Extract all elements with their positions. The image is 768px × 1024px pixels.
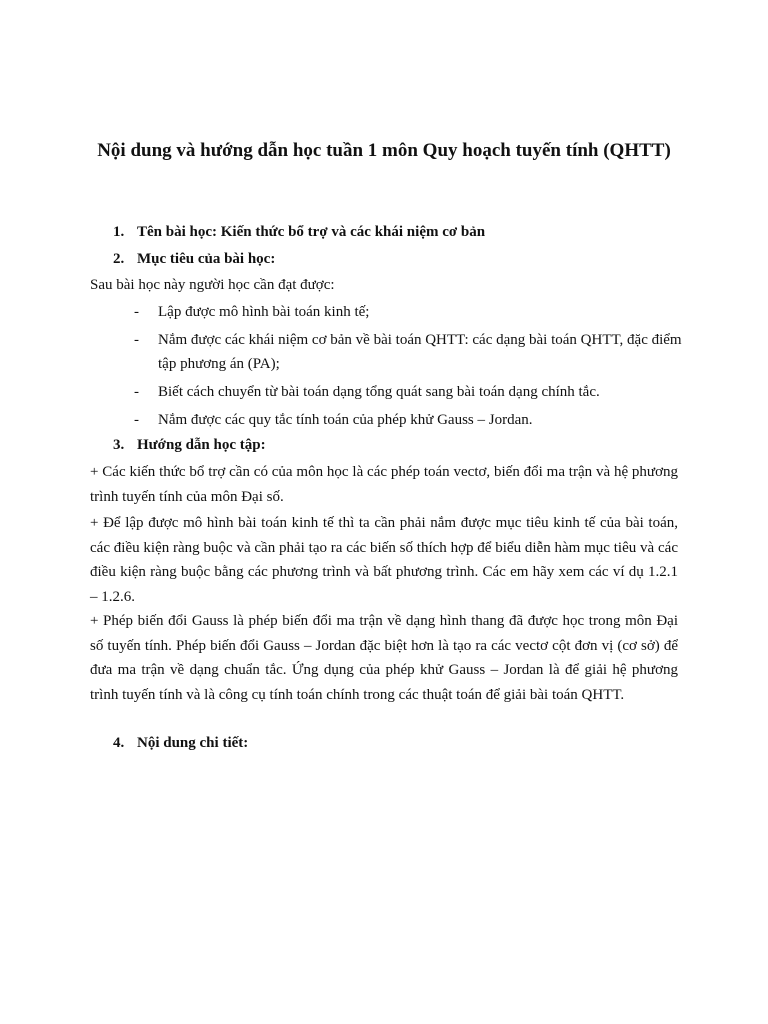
list-item-text: Nắm được các khái niệm cơ bản về bài toán QHTT: các dạng bài toán QHTT, đặc điểm tập phương án (PA); [158, 332, 682, 372]
guidance-paragraph-3: + Phép biến đổi Gauss là phép biến đổi ma trận về dạng hình thang đã được học trong môn Đại số tuyến tính. Phép biến đổi Gauss – Jordan đặc biệt hơn là tạo ra các vectơ cột đơn vị (cơ sở) để đưa ma trận về dạng chuẩn tắc. Ứng dụng của phép khử Gauss – Jordan là để giải hệ phương trình tuyến tính và là công cụ tính toán chính trong các thuật toán để giải bài toán QHTT. [90, 613, 678, 703]
bullet-dash: - [134, 304, 139, 320]
bullet-dash: - [134, 332, 139, 348]
bullet-dash: - [134, 412, 139, 428]
section-heading-text: Hướng dẫn học tập: [137, 437, 266, 453]
objectives-intro: Sau bài học này người học cần đạt được: [90, 277, 335, 293]
list-item [134, 300, 684, 324]
list-item-text: Lập được mô hình bài toán kinh tế; [158, 304, 370, 320]
list-item-text: Nắm được các quy tắc tính toán của phép khử Gauss – Jordan. [158, 412, 533, 428]
list-item [134, 380, 684, 404]
section-heading-text: Tên bài học: Kiến thức bổ trợ và các khái niệm cơ bản [137, 224, 486, 240]
section-number: 3. [113, 437, 125, 453]
section-heading-1 [113, 222, 485, 242]
section-heading-3 [113, 435, 266, 455]
list-item [134, 408, 684, 432]
section-number: 2. [113, 251, 125, 267]
section-heading-4 [113, 733, 248, 753]
guidance-paragraph-2: + Để lập được mô hình bài toán kinh tế thì ta cần phải nắm được mục tiêu kinh tế của bài toán, các điều kiện ràng buộc và cần phải tạo ra các biến số thích hợp để biểu diễn hàm mục tiêu và các điều kiện ràng buộc bằng các phương trình và bất phương trình. Các em hãy xem các ví dụ 1.2.1 – 1.2.6. [90, 515, 678, 605]
section-heading-2 [113, 249, 275, 269]
guidance-paragraph-1: + Các kiến thức bổ trợ cần có của môn học là các phép toán vectơ, biến đổi ma trận và hệ phương trình tuyến tính của môn Đại số. [90, 464, 678, 505]
section-number: 1. [113, 224, 125, 240]
section-heading-text: Nội dung chi tiết: [137, 735, 249, 751]
section-number: 4. [113, 735, 125, 751]
list-item-text: Biết cách chuyển từ bài toán dạng tổng quát sang bài toán dạng chính tắc. [158, 384, 600, 400]
document-title: Nội dung và hướng dẫn học tuần 1 môn Quy hoạch tuyến tính (QHTT) [97, 140, 671, 161]
bullet-dash: - [134, 384, 139, 400]
list-item [134, 328, 684, 376]
section-heading-text: Mục tiêu của bài học: [137, 251, 276, 267]
objectives-list [134, 300, 684, 436]
